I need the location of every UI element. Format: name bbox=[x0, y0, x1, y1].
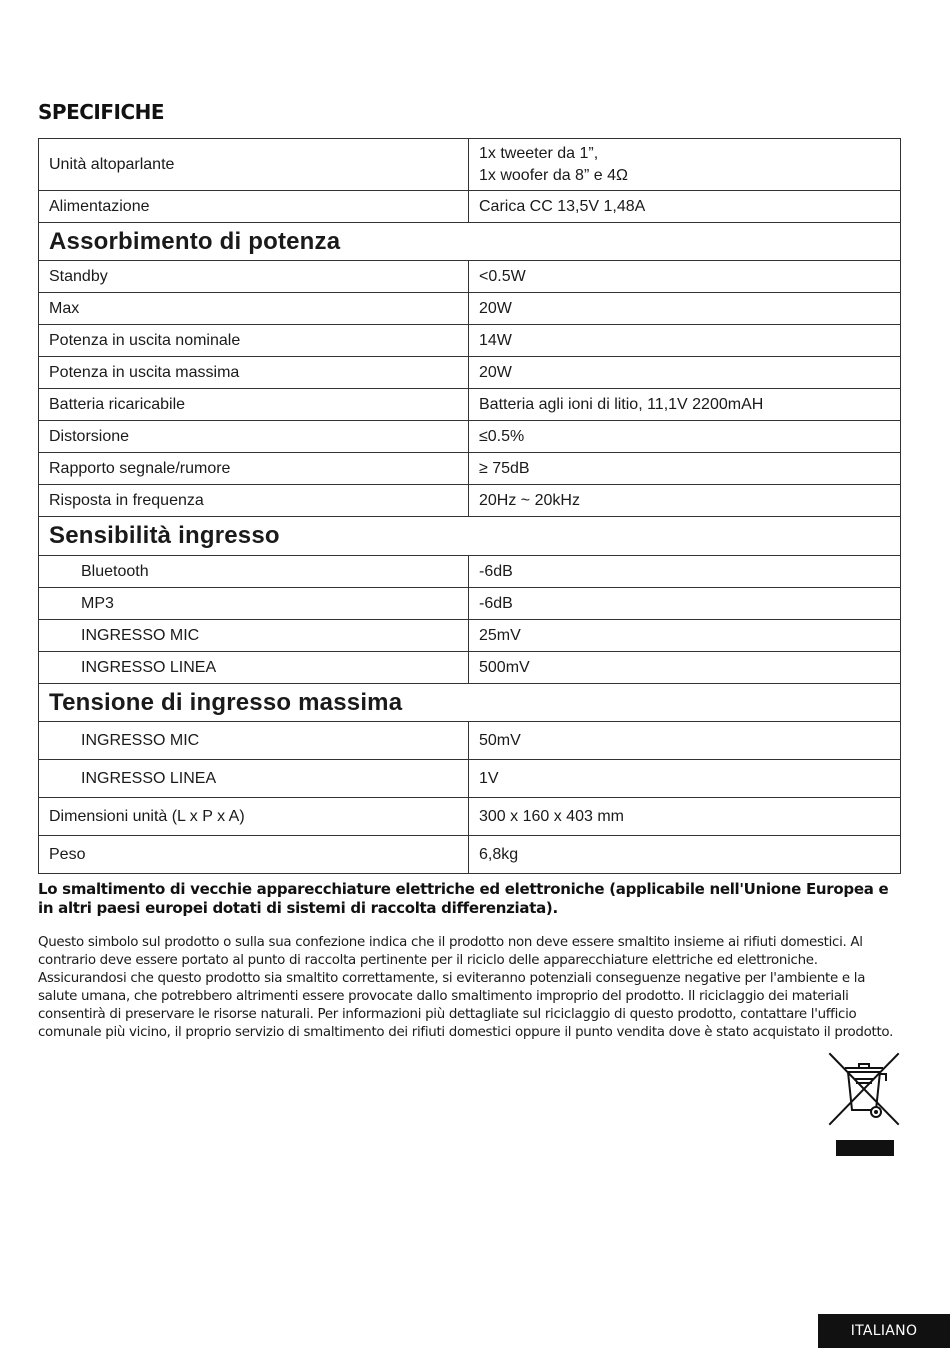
table-row bbox=[39, 760, 901, 798]
spec-label: Risposta in frequenza bbox=[39, 485, 469, 517]
table-row bbox=[39, 485, 901, 517]
table-row bbox=[39, 261, 901, 293]
table-row bbox=[39, 722, 901, 760]
language-tab: ITALIANO bbox=[818, 1314, 950, 1348]
spec-value-line: 1x woofer da 8” e 4Ω bbox=[479, 166, 628, 184]
spec-value: 25mV bbox=[469, 620, 901, 652]
section-heading: Tensione di ingresso massima bbox=[39, 684, 901, 722]
spec-label: Potenza in uscita nominale bbox=[39, 325, 469, 357]
spec-value: 20W bbox=[469, 293, 901, 325]
spec-value: 1V bbox=[469, 760, 901, 798]
table-row bbox=[39, 652, 901, 684]
spec-value: Batteria agli ioni di litio, 11,1V 2200mAH bbox=[469, 389, 901, 421]
spec-value: 300 x 160 x 403 mm bbox=[469, 798, 901, 836]
spec-value-line: 1x tweeter da 1”, bbox=[479, 144, 599, 162]
table-row bbox=[39, 620, 901, 652]
spec-label: Unità altoparlante bbox=[39, 139, 469, 191]
table-row bbox=[39, 389, 901, 421]
spec-value: ≥ 75dB bbox=[469, 453, 901, 485]
spec-label: Batteria ricaricabile bbox=[39, 389, 469, 421]
section-heading: Sensibilità ingresso bbox=[39, 517, 901, 556]
table-row bbox=[39, 556, 901, 588]
spec-value: 500mV bbox=[469, 652, 901, 684]
section-row bbox=[39, 223, 901, 261]
spec-label: Distorsione bbox=[39, 421, 469, 453]
table-row bbox=[39, 421, 901, 453]
spec-value: 20Hz ~ 20kHz bbox=[469, 485, 901, 517]
spec-value: 14W bbox=[469, 325, 901, 357]
spec-value: -6dB bbox=[469, 588, 901, 620]
spec-value: ≤0.5% bbox=[469, 421, 901, 453]
section-row bbox=[39, 517, 901, 556]
table-row bbox=[39, 453, 901, 485]
crossed-out-wheelie-bin-icon bbox=[826, 1052, 902, 1156]
disposal-paragraph: Questo simbolo sul prodotto o sulla sua confezione indica che il prodotto non deve essere smaltito insieme ai rifiuti domestici. Al contrario deve essere portato al punto di raccolta pertinente per il riciclo delle apparecchiature elettriche ed elettroniche. Assicurandosi che questo prodotto sia smaltito correttamente, si eviteranno potenziali conseguenze negative per l'ambiente e la salute umana, che potrebbero altrimenti essere provocate dallo smaltimento improprio del prodotto. Il riciclaggio dei materiali consentirà di preservare le risorse naturali. Per informazioni più dettagliate sul riciclaggio di questo prodotto, contattare l'ufficio comunale più vicino, il proprio servizio di smaltimento dei rifiuti domestici oppure il punto vendita dove è stato acquistato il prodotto. bbox=[38, 935, 894, 1040]
table-row bbox=[39, 588, 901, 620]
table-row bbox=[39, 191, 901, 223]
table-row bbox=[39, 836, 901, 874]
spec-label: Potenza in uscita massima bbox=[39, 357, 469, 389]
specifications-table bbox=[38, 138, 901, 874]
table-row bbox=[39, 293, 901, 325]
spec-value: -6dB bbox=[469, 556, 901, 588]
spec-value bbox=[469, 139, 901, 191]
section-row bbox=[39, 684, 901, 722]
spec-value: 50mV bbox=[469, 722, 901, 760]
spec-label: Max bbox=[39, 293, 469, 325]
table-row bbox=[39, 325, 901, 357]
table-row bbox=[39, 139, 901, 191]
spec-label: Standby bbox=[39, 261, 469, 293]
spec-label: INGRESSO MIC bbox=[39, 620, 469, 652]
spec-value: Carica CC 13,5V 1,48A bbox=[469, 191, 901, 223]
spec-label: Bluetooth bbox=[39, 556, 469, 588]
spec-label: Alimentazione bbox=[39, 191, 469, 223]
spec-value: 6,8kg bbox=[469, 836, 901, 874]
table-row bbox=[39, 798, 901, 836]
table-row bbox=[39, 357, 901, 389]
page-title: SPECIFICHE bbox=[38, 100, 165, 124]
spec-value: <0.5W bbox=[469, 261, 901, 293]
spec-value: 20W bbox=[469, 357, 901, 389]
spec-label: Dimensioni unità (L x P x A) bbox=[39, 798, 469, 836]
section-heading: Assorbimento di potenza bbox=[39, 223, 901, 261]
spec-label: MP3 bbox=[39, 588, 469, 620]
spec-label: INGRESSO LINEA bbox=[39, 652, 469, 684]
spec-label: Rapporto segnale/rumore bbox=[39, 453, 469, 485]
spec-label: INGRESSO LINEA bbox=[39, 760, 469, 798]
spec-label: INGRESSO MIC bbox=[39, 722, 469, 760]
spec-label: Peso bbox=[39, 836, 469, 874]
disposal-heading: Lo smaltimento di vecchie apparecchiature elettriche ed elettroniche (applicabile nell'Unione Europea e in altri paesi europei dotati di sistemi di raccolta differenziata). bbox=[38, 880, 889, 917]
